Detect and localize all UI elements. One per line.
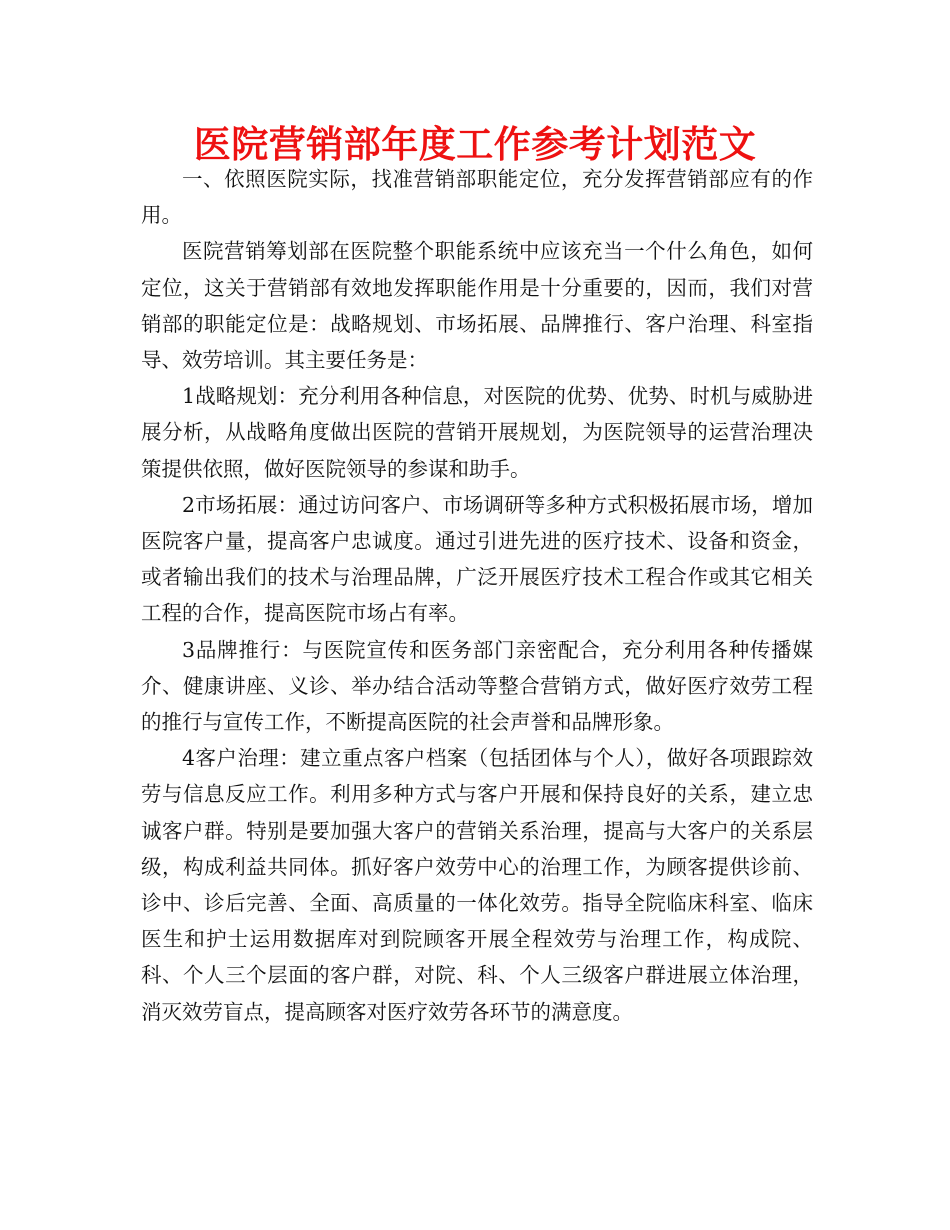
paragraph-customer-management: 4客户治理：建立重点客户档案（包括团体与个人），做好各项跟踪效劳与信息反应工作。利用多种方式与客户开展和保持良好的关系，建立忠诚客户群。特别是要加强大客户的营销关系治理，提高与大客户的关系层级，构成利益共同体。抓好客户效劳中心的治理工作，为顾客提供诊前、诊中、诊后完善、全面、高质量的一体化效劳。指导全院临床科室、临床医生和护士运用数据库对到院顾客开展全程效劳与治理工作，构成院、科、个人三个层面的客户群，对院、科、个人三级客户群进展立体治理，消灭效劳盲点，提高顾客对医疗效劳各环节的满意度。: [141, 746, 813, 1024]
paragraph-market-expansion: 2市场拓展：通过访问客户、市场调研等多种方式积极拓展市场，增加医院客户量，提高客户忠诚度。通过引进先进的医疗技术、设备和资金，或者输出我们的技术与治理品牌，广泛开展医疗技术工程合作或其它相关工程的合作，提高医院市场占有率。: [141, 492, 813, 626]
document-title: 医院营销部年度工作参考计划范文: [193, 123, 757, 166]
paragraph-brand-promotion: 3品牌推行：与医院宣传和医务部门亲密配合，充分利用各种传播媒介、健康讲座、义诊、举办结合活动等整合营销方式，做好医疗效劳工程的推行与宣传工作，不断提高医院的社会声誉和品牌形象。: [141, 637, 813, 735]
paragraph-strategy-planning: 1战略规划：充分利用各种信息，对医院的优势、优势、时机与威胁进展分析，从战略角度做出医院的营销开展规划，为医院领导的运营治理决策提供依照，做好医院领导的参谋和助手。: [141, 384, 813, 481]
paragraph-positioning: 医院营销筹划部在医院整个职能系统中应该充当一个什么角色，如何定位，这关于营销部有效地发挥职能作用是十分重要的，因而，我们对营销部的职能定位是：战略规划、市场拓展、品牌推行、客户治理、科室指导、效劳培训。其主要任务是：: [141, 239, 813, 373]
paragraph-intro: 一、依照医院实际，找准营销部职能定位，充分发挥营销部应有的作用。: [141, 167, 813, 228]
document-body: [141, 161, 813, 1030]
